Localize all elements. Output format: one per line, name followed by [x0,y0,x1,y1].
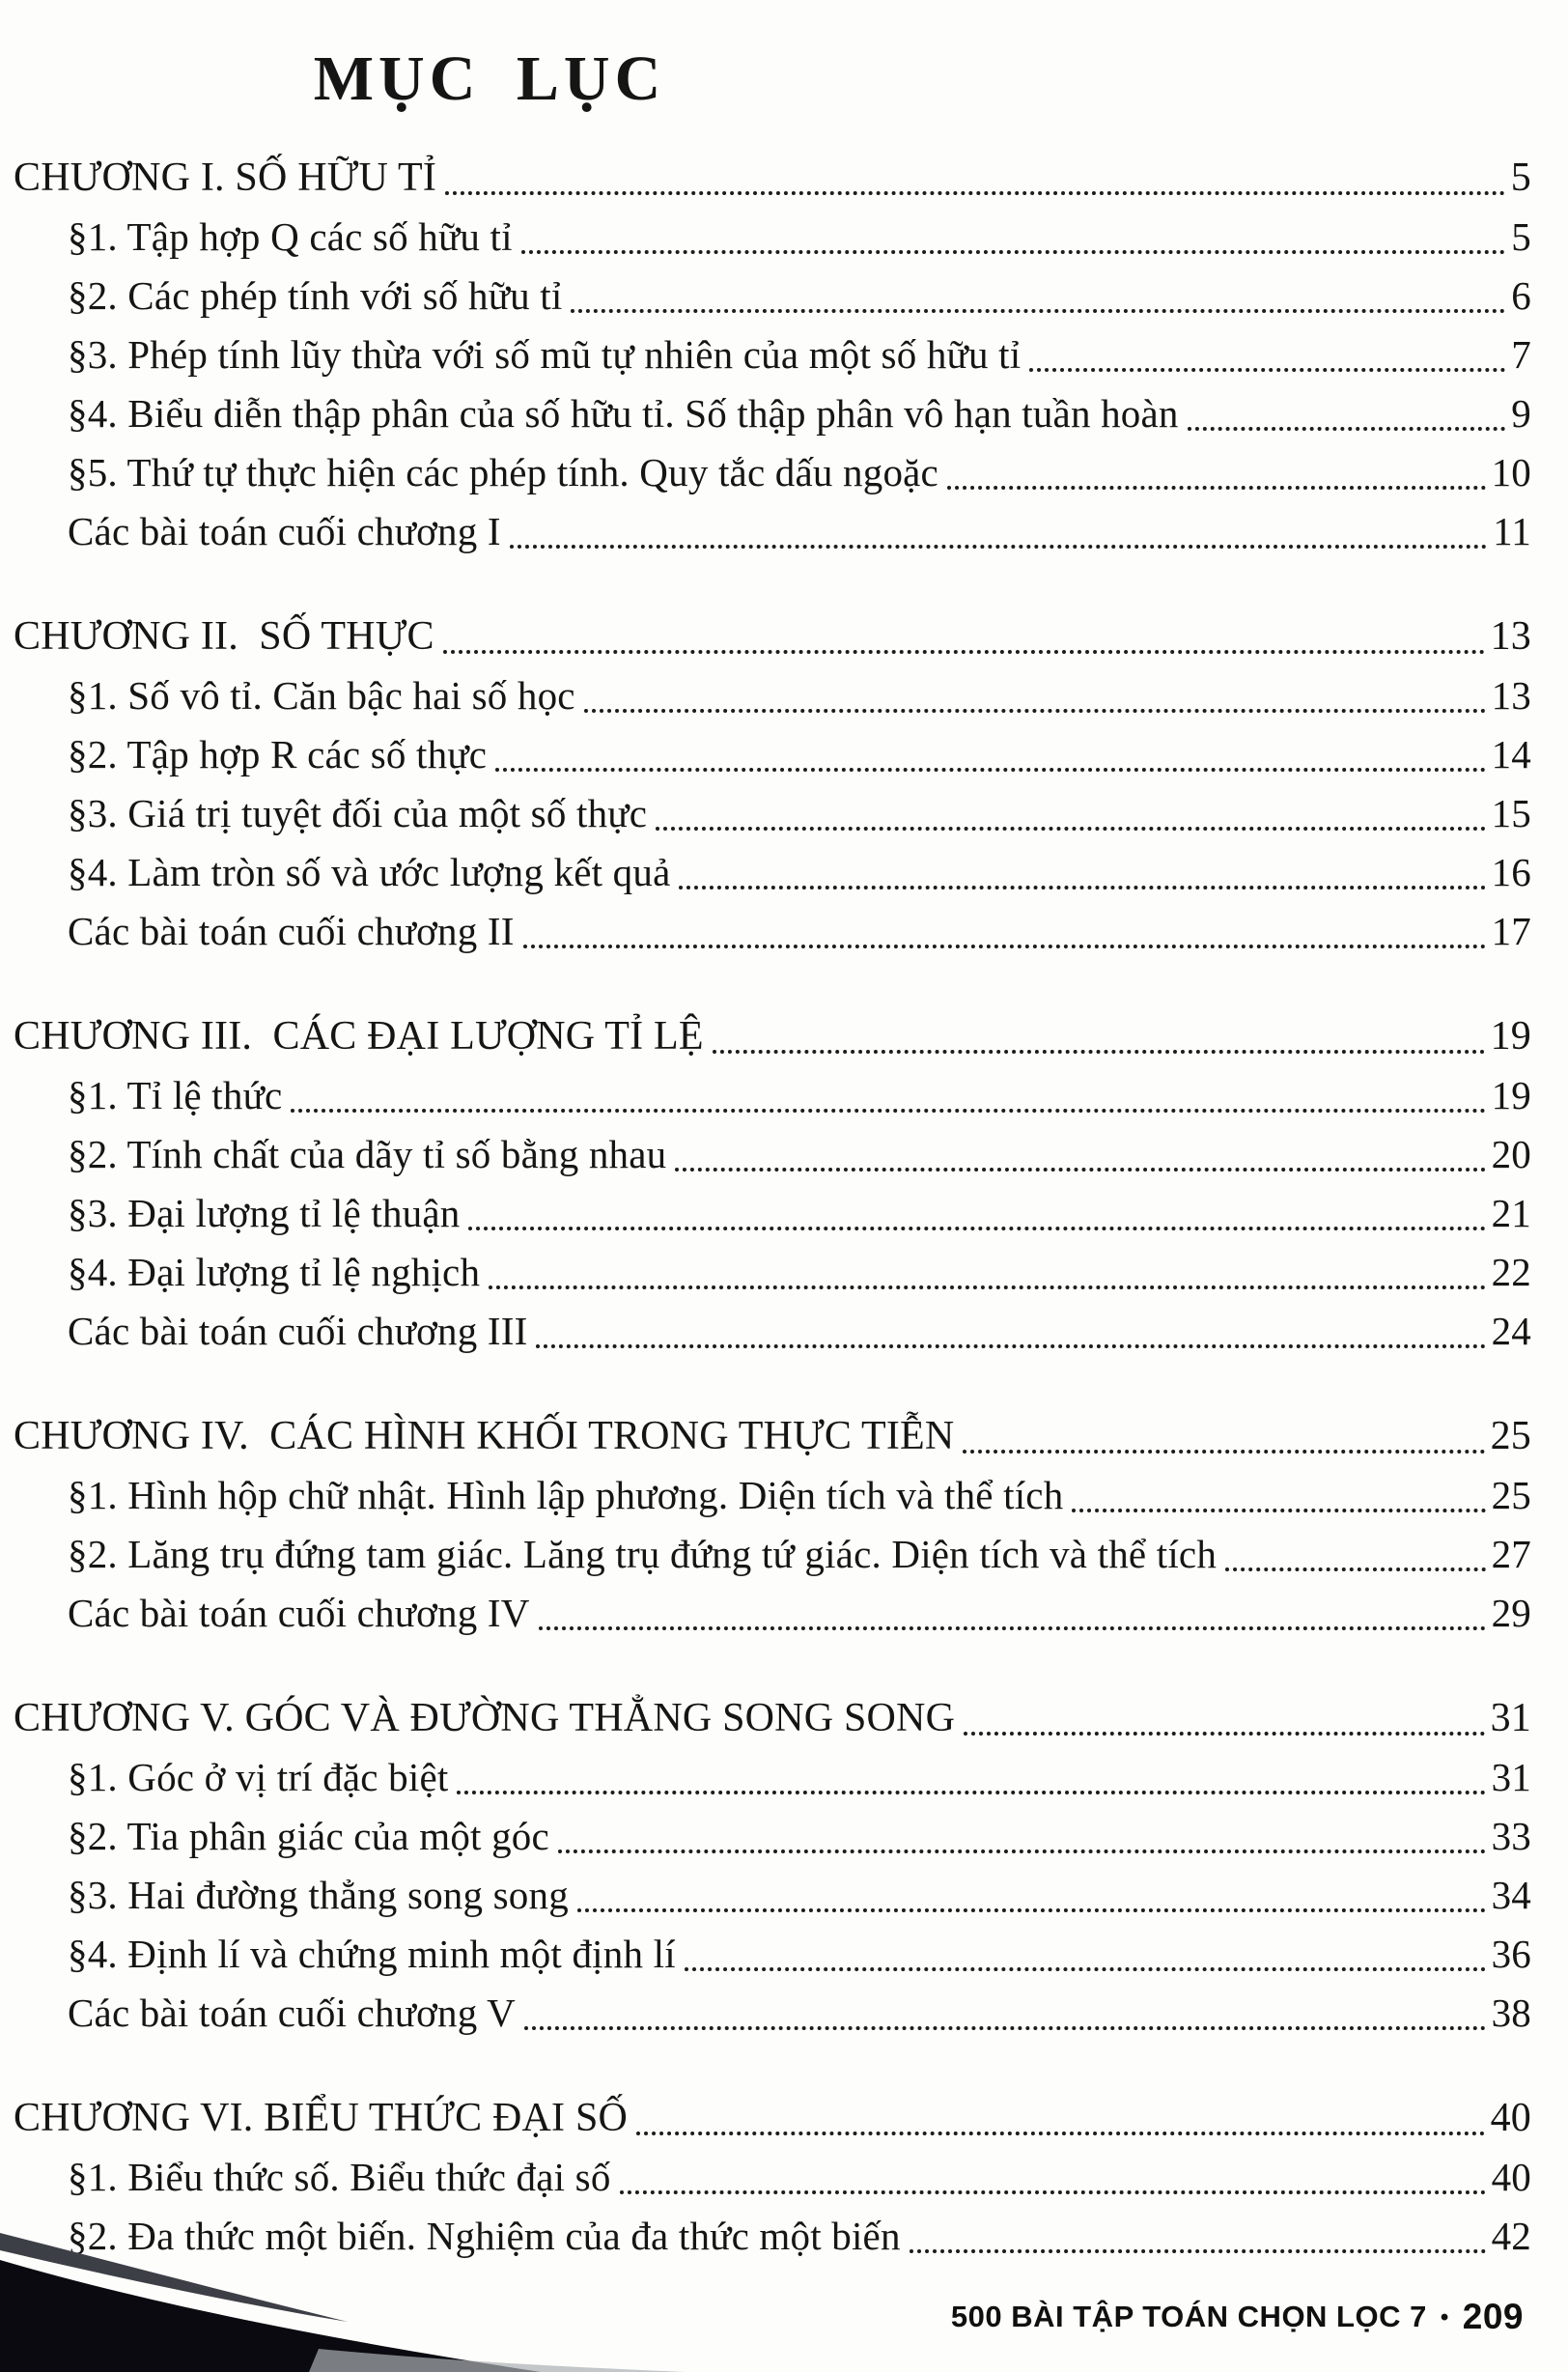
toc-chapter-heading [14,149,1531,208]
page-title: MỤC LỤC [313,43,666,114]
toc-leader-dots [571,309,1505,313]
toc-entry-page: 40 [1490,2096,1531,2140]
toc-leader-dots [521,250,1506,254]
toc-entry-title: §3. Giá trị tuyệt đối của một số thực [68,791,648,835]
toc-entry-page: 27 [1491,1532,1531,1576]
toc-entry-page: 34 [1491,1873,1531,1917]
toc-entry-title: Các bài toán cuối chương I [68,509,501,553]
toc-entry [14,1125,1531,1184]
toc-chapter-heading [14,1689,1531,1748]
toc-leader-dots [1029,368,1505,372]
toc-entry [14,325,1531,384]
footer [951,2297,1524,2337]
toc-entry-title: §4. Biểu diễn thập phân của số hữu tỉ. Số thập phân vô hạn tuần hoàn [68,391,1179,436]
toc-chapter-heading [14,1007,1531,1066]
toc-entry-title: §1. Góc ở vị trí đặc biệt [68,1755,449,1799]
toc-leader-dots [495,768,1485,772]
toc-entry [14,208,1531,267]
corner-swoosh-decoration [0,2227,695,2372]
toc-entry [14,1302,1531,1361]
toc-chapter-heading [14,2089,1531,2148]
toc-entry [14,784,1531,843]
toc-leader-dots [584,709,1486,713]
toc-leader-dots [457,1791,1485,1794]
toc-entry-page: 19 [1491,1073,1531,1117]
toc-entry-page: 14 [1491,732,1531,777]
toc-leader-dots [489,1285,1485,1289]
toc-leader-dots [1225,1567,1486,1571]
toc-entry-page: 6 [1511,273,1531,318]
toc-leader-dots [445,191,1505,195]
toc-leader-dots [679,886,1485,890]
toc-entry-title: §2. Tập hợp R các số thực [68,732,488,777]
toc-entry [14,1466,1531,1525]
toc-entry-title: §1. Số vô tỉ. Căn bậc hai số học [68,673,575,718]
toc-chapter-heading [14,1407,1531,1466]
toc-entry-title: CHƯƠNG IV. CÁC HÌNH KHỐI TRONG THỰC TIỄN [14,1414,955,1458]
toc-entry [14,502,1531,561]
toc-entry-page: 29 [1491,1591,1531,1635]
toc-entry [14,1584,1531,1643]
toc-leader-dots [675,1168,1485,1172]
toc-chapter [14,1007,1531,1361]
toc-entry-page: 36 [1491,1932,1531,1976]
toc-leader-dots [291,1109,1485,1113]
toc-entry-title: CHƯƠNG II. SỐ THỰC [14,614,434,659]
toc-entry [14,1925,1531,1984]
toc-chapter-heading [14,607,1531,666]
toc-entry-title: CHƯƠNG V. GÓC VÀ ĐƯỜNG THẲNG SONG SONG [14,1696,956,1740]
toc-entry [14,1866,1531,1925]
toc-entry-page: 21 [1491,1191,1531,1235]
toc-leader-dots [685,1967,1486,1971]
toc-entry-title: CHƯƠNG III. CÁC ĐẠI LƯỢNG TỈ LỆ [14,1014,704,1059]
toc-entry-page: 19 [1490,1014,1531,1059]
toc-entry [14,843,1531,902]
toc-entry-page: 20 [1491,1132,1531,1176]
toc-entry-page: 31 [1490,1696,1531,1740]
toc-entry-page: 15 [1491,791,1531,835]
toc-leader-dots [620,2190,1486,2194]
toc [0,116,1568,2266]
toc-leader-dots [1188,427,1506,431]
toc-chapter [14,1407,1531,1643]
toc-leader-dots [964,1732,1484,1736]
toc-entry-page: 5 [1511,214,1531,259]
toc-entry [14,267,1531,325]
footer-bullet: • [1440,2304,1449,2330]
toc-entry-page: 11 [1493,509,1531,553]
toc-entry-page: 25 [1491,1473,1531,1517]
footer-page-number: 209 [1462,2297,1524,2336]
toc-entry-page: 13 [1491,673,1531,718]
toc-entry [14,443,1531,502]
toc-leader-dots [510,545,1487,549]
toc-leader-dots [558,1850,1486,1853]
toc-entry-title: Các bài toán cuối chương V [68,1991,516,2035]
toc-entry [14,1984,1531,2043]
toc-entry-page: 33 [1491,1814,1531,1858]
toc-entry-page: 7 [1511,332,1531,377]
toc-leader-dots [636,2132,1485,2135]
toc-entry-title: §3. Đại lượng tỉ lệ thuận [68,1191,461,1235]
toc-leader-dots [523,945,1486,948]
toc-entry-page: 24 [1491,1309,1531,1353]
toc-leader-dots [536,1344,1485,1348]
toc-entry-title: Các bài toán cuối chương III [68,1309,528,1353]
toc-entry-title: CHƯƠNG I. SỐ HỮU TỈ [14,155,437,200]
toc-entry [14,2148,1531,2207]
toc-entry-page: 40 [1491,2155,1531,2199]
toc-entry [14,666,1531,725]
toc-entry-page: 22 [1491,1250,1531,1294]
toc-entry-title: §2. Tia phân giác của một góc [68,1814,549,1858]
toc-entry-page: 42 [1491,2214,1531,2258]
toc-entry-title: §2. Các phép tính với số hữu tỉ [68,273,563,318]
toc-entry-page: 38 [1491,1991,1531,2035]
footer-book-title: 500 BÀI TẬP TOÁN CHỌN LỌC 7 [950,2300,1427,2333]
toc-chapter [14,149,1531,561]
toc-entry [14,1525,1531,1584]
toc-entry-page: 9 [1511,391,1531,436]
toc-leader-dots [656,827,1485,831]
toc-leader-dots [468,1227,1485,1230]
toc-leader-dots [443,650,1485,654]
toc-leader-dots [963,1450,1484,1454]
toc-entry-page: 16 [1491,850,1531,894]
toc-leader-dots [713,1050,1485,1054]
toc-entry [14,1807,1531,1866]
toc-leader-dots [947,486,1486,490]
toc-chapter [14,1689,1531,2043]
toc-entry-title: §3. Phép tính lũy thừa với số mũ tự nhiên của một số hữu tỉ [68,332,1022,377]
toc-entry-page: 17 [1491,909,1531,953]
toc-entry-title: §3. Hai đường thẳng song song [68,1873,569,1917]
toc-entry-page: 25 [1490,1414,1531,1458]
toc-entry-page: 10 [1491,450,1531,494]
toc-entry-page: 5 [1510,155,1531,200]
toc-leader-dots [1072,1509,1485,1512]
toc-entry-title: §1. Hình hộp chữ nhật. Hình lập phương. Diện tích và thể tích [68,1473,1064,1517]
toc-entry [14,1066,1531,1125]
toc-entry-title: §1. Biểu thức số. Biểu thức đại số [68,2155,611,2199]
toc-entry-title: Các bài toán cuối chương IV [68,1591,530,1635]
toc-entry [14,384,1531,443]
toc-entry-title: §2. Đa thức một biến. Nghiệm của đa thức một biến [68,2214,901,2258]
toc-entry-title: §4. Định lí và chứng minh một định lí [68,1932,676,1976]
toc-leader-dots [577,1908,1486,1912]
toc-entry-title: §1. Tỉ lệ thức [68,1073,283,1117]
toc-entry [14,1243,1531,1302]
toc-entry-title: §2. Lăng trụ đứng tam giác. Lăng trụ đứng tứ giác. Diện tích và thể tích [68,1532,1218,1576]
toc-entry [14,1748,1531,1807]
toc-chapter [14,607,1531,961]
toc-leader-dots [524,2026,1486,2030]
toc-leader-dots [910,2249,1486,2253]
toc-entry-title: §1. Tập hợp Q các số hữu tỉ [68,214,513,259]
toc-entry-page: 31 [1491,1755,1531,1799]
toc-entry-title: §4. Đại lượng tỉ lệ nghịch [68,1250,481,1294]
toc-entry-page: 13 [1490,614,1531,659]
toc-entry-title: §4. Làm tròn số và ước lượng kết quả [68,850,671,894]
toc-entry [14,902,1531,961]
toc-entry-title: §2. Tính chất của dãy tỉ số bằng nhau [68,1132,667,1176]
toc-entry-title: §5. Thứ tự thực hiện các phép tính. Quy tắc dấu ngoặc [68,450,938,494]
toc-entry-title: CHƯƠNG VI. BIỂU THỨC ĐẠI SỐ [14,2096,629,2140]
toc-leader-dots [539,1626,1486,1630]
toc-entry [14,1184,1531,1243]
toc-entry-title: Các bài toán cuối chương II [68,909,515,953]
toc-entry [14,725,1531,784]
